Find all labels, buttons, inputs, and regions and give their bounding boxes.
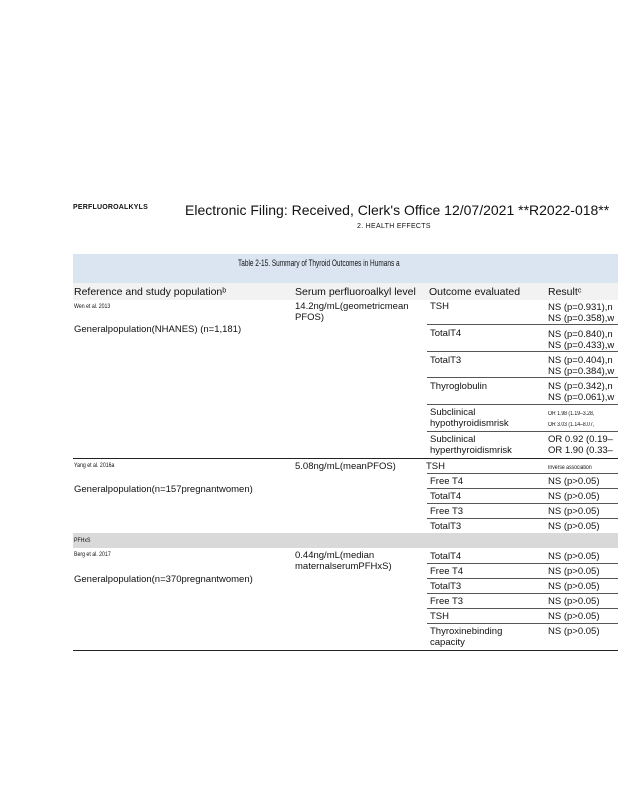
result-cell: NS (p>0.05) <box>548 596 600 607</box>
result-cell: Inverse association <box>548 465 592 471</box>
serum-level-yang: 5.08ng/mL(meanPFOS) <box>295 461 396 472</box>
row-divider <box>427 503 618 504</box>
column-header-reference: Reference and study populationᵇ <box>74 286 227 298</box>
serum-level-berg-cont: maternalserumPFHxS) <box>295 561 392 572</box>
study-reference-berg: Berg et al. 2017 <box>74 551 111 558</box>
row-divider <box>427 623 618 624</box>
study-population-berg: Generalpopulation(n=370pregnantwomen) <box>74 574 253 585</box>
outcome-cell: capacity <box>430 637 465 648</box>
result-cell: NS (p=0.358),w <box>548 313 615 324</box>
outcome-cell: Subclinical <box>430 434 476 445</box>
outcome-cell: Free T3 <box>430 596 464 607</box>
column-header-serum: Serum perfluoroalkyl level <box>295 286 416 298</box>
study-divider <box>73 458 618 459</box>
result-cell: NS (p=0.061),w <box>548 392 615 403</box>
outcome-cell: Thyroxinebinding <box>430 626 503 637</box>
outcome-cell: TSH <box>426 461 445 472</box>
row-divider <box>427 608 618 609</box>
result-cell: NS (p>0.05) <box>548 581 600 592</box>
outcome-cell: Free T4 <box>430 476 464 487</box>
outcome-cell: Thyroglobulin <box>430 381 488 392</box>
subheading-pfhxs: PFHxS <box>74 537 91 544</box>
filing-stamp: Electronic Filing: Received, Clerk's Office 12/07/2021 **R2022-018** <box>185 202 610 218</box>
result-cell: NS (p>0.05) <box>548 566 600 577</box>
outcome-cell: TotalT3 <box>430 581 462 592</box>
row-divider <box>427 377 618 378</box>
row-divider <box>427 324 618 325</box>
result-cell: NS (p=0.931),n <box>548 302 613 313</box>
result-cell: NS (p>0.05) <box>548 506 600 517</box>
outcome-cell: TSH <box>430 301 449 312</box>
row-divider <box>427 563 618 564</box>
study-population-yang: Generalpopulation(n=157pregnantwomen) <box>74 484 253 495</box>
serum-level-wen: 14.2ng/mL(geometricmean <box>295 301 409 312</box>
result-cell: NS (p=0.342),n <box>548 381 613 392</box>
result-cell: NS (p=0.840),n <box>548 329 613 340</box>
serum-level-wen-cont: PFOS) <box>295 312 325 323</box>
column-header-outcome: Outcome evaluated <box>429 286 521 298</box>
study-reference-wen: Wen et al. 2013 <box>74 303 111 310</box>
running-header: PERFLUOROALKYLS <box>73 204 148 211</box>
result-cell: OR 0.92 (0.19– <box>548 434 613 445</box>
result-cell: NS (p>0.05) <box>548 611 600 622</box>
column-header-result: Resultᶜ <box>548 286 582 298</box>
outcome-cell: TotalT4 <box>430 551 462 562</box>
result-cell: NS (p>0.05) <box>548 476 600 487</box>
study-population-wen: Generalpopulation(NHANES) (n=1,181) <box>74 324 242 335</box>
outcome-cell: TotalT3 <box>430 521 462 532</box>
result-cell: OR 1.90 (0.33– <box>548 445 613 456</box>
outcome-cell: TotalT3 <box>430 355 462 366</box>
table-caption: Table 2-15. Summary of Thyroid Outcomes in Humans a <box>238 258 400 268</box>
result-cell: NS (p=0.384),w <box>548 366 615 377</box>
row-divider <box>427 488 618 489</box>
row-divider <box>427 593 618 594</box>
result-cell: NS (p=0.404),n <box>548 355 613 366</box>
row-divider <box>427 404 618 405</box>
subheading-band <box>73 533 618 548</box>
outcome-cell: TotalT4 <box>430 491 462 502</box>
outcome-cell: Free T4 <box>430 566 464 577</box>
outcome-cell: hypothyroidismrisk <box>430 418 509 429</box>
row-divider <box>427 431 618 432</box>
section-title: 2. HEALTH EFFECTS <box>357 223 431 230</box>
row-divider <box>427 518 618 519</box>
outcome-cell: hyperthyroidismrisk <box>430 445 512 456</box>
row-divider <box>427 578 618 579</box>
result-cell: NS (p>0.05) <box>548 626 600 637</box>
table-bottom-rule <box>73 650 618 651</box>
result-cell: OR 1.98 (1.19–3.28, <box>548 411 595 417</box>
outcome-cell: TotalT4 <box>430 328 462 339</box>
outcome-cell: Subclinical <box>430 407 476 418</box>
row-divider <box>427 473 618 474</box>
result-cell: NS (p>0.05) <box>548 551 600 562</box>
result-cell: OR 3.03 (1.14–8.07, <box>548 422 595 428</box>
row-divider <box>427 351 618 352</box>
outcome-cell: TSH <box>430 611 449 622</box>
result-cell: NS (p>0.05) <box>548 491 600 502</box>
study-reference-yang: Yang et al. 2016a <box>74 462 115 469</box>
result-cell: NS (p=0.433),w <box>548 340 615 351</box>
serum-level-berg: 0.44ng/mL(median <box>295 550 375 561</box>
outcome-cell: Free T3 <box>430 506 464 517</box>
result-cell: NS (p>0.05) <box>548 521 600 532</box>
